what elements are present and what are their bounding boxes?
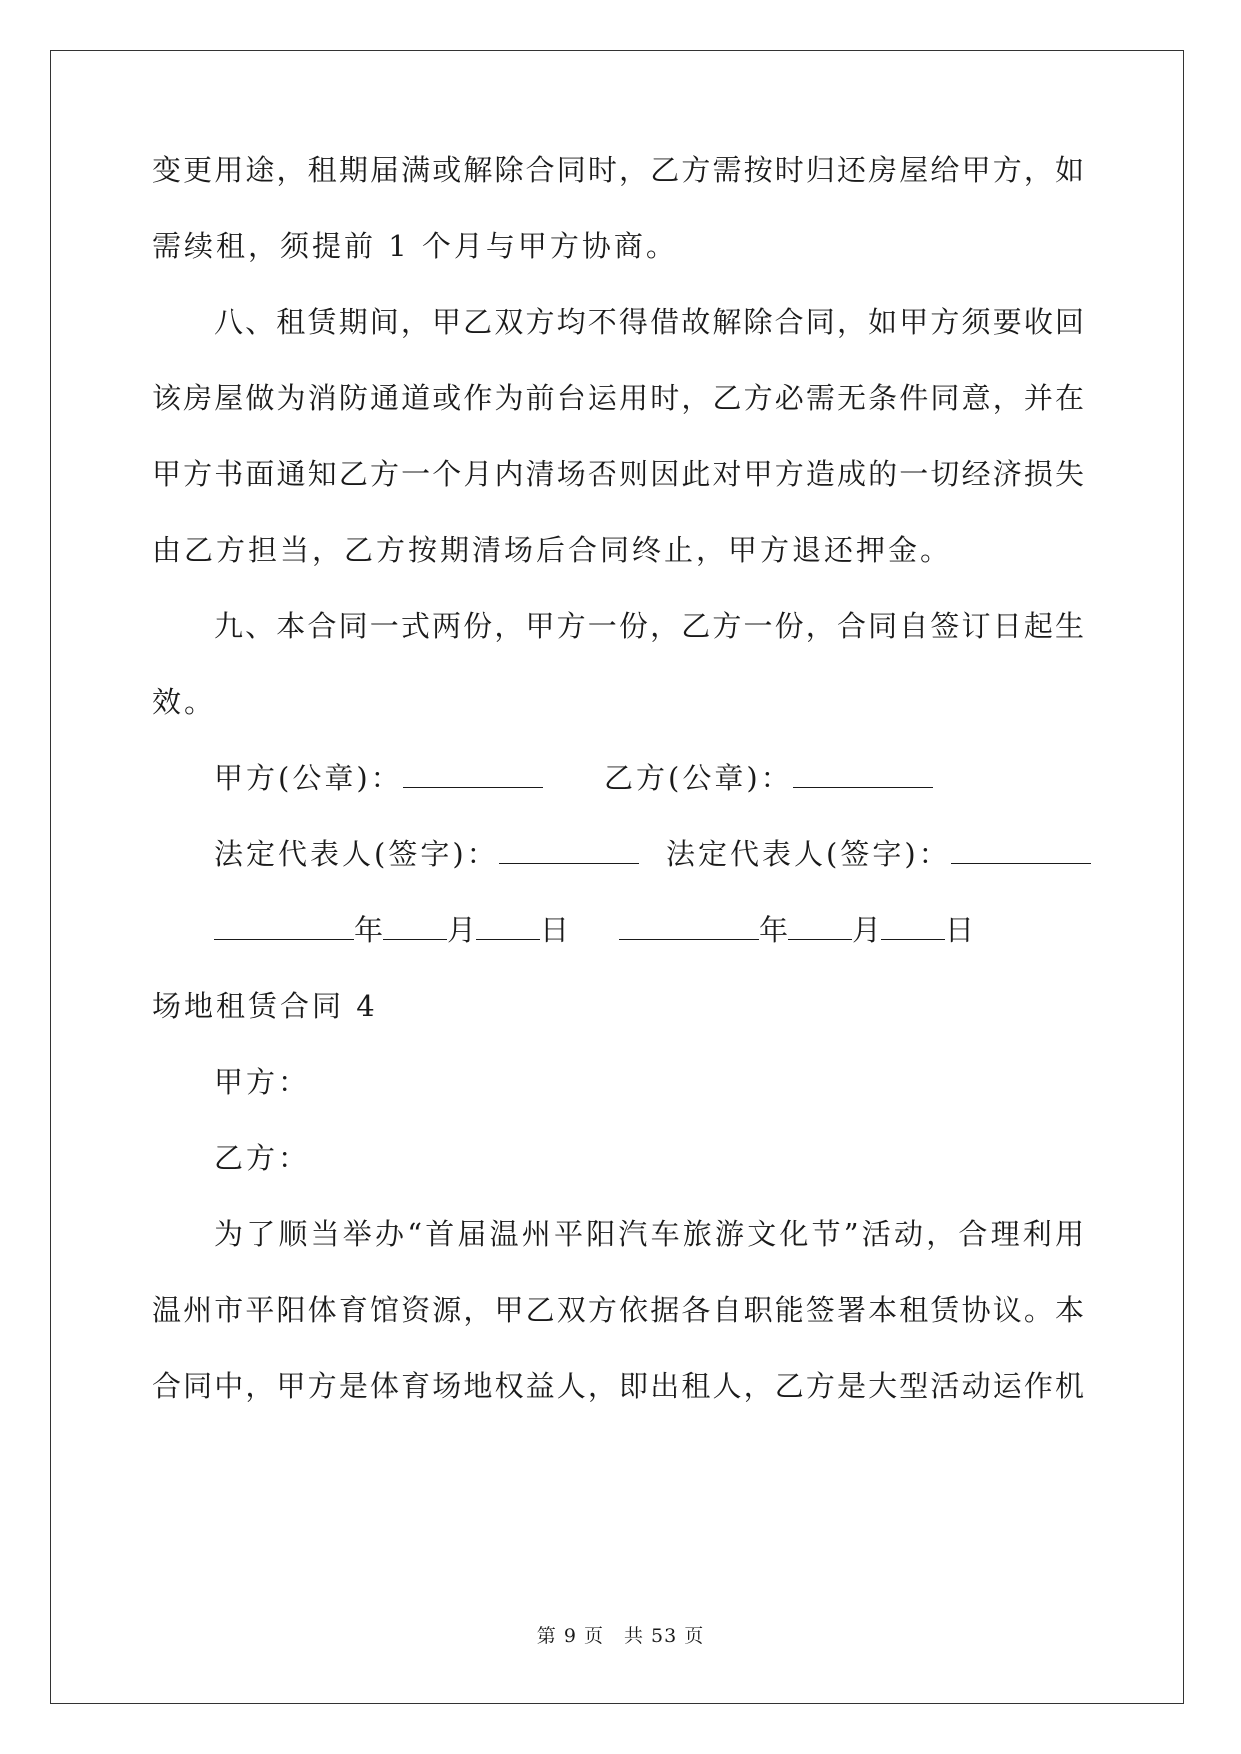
day-label: 日 [945, 913, 975, 947]
date-b-year-blank [619, 911, 759, 940]
signature-date-row [214, 910, 1084, 950]
year-label: 年 [759, 913, 789, 947]
party-a-seal-blank [403, 759, 543, 788]
paragraph-line: 甲方书面通知乙方一个月内清场否则因此对甲方造成的一切经济损失 [152, 457, 1084, 491]
page-number: 第 9 页 共 53 页 [536, 1625, 705, 1647]
section-title: 场地租赁合同 4 [152, 989, 378, 1023]
paragraph-line: 温州市平阳体育馆资源，甲乙双方依据各自职能签署本租赁协议。本 [152, 1293, 1084, 1327]
rep-a-label: 法定代表人(签字)： [214, 837, 499, 871]
paragraph-line: 变更用途，租期届满或解除合同时，乙方需按时归还房屋给甲方，如 [152, 153, 1084, 187]
day-label: 日 [540, 913, 570, 947]
paragraph-line: 合同中，甲方是体育场地权益人，即出租人，乙方是大型活动运作机 [152, 1369, 1084, 1403]
paragraph-line: 需续租，须提前 1 个月与甲方协商。 [152, 229, 678, 263]
year-label: 年 [354, 913, 384, 947]
date-b-month-blank [788, 911, 852, 940]
month-label: 月 [447, 913, 477, 947]
party-a-seal-label: 甲方(公章)： [214, 761, 403, 795]
party-a-label: 甲方： [214, 1065, 311, 1099]
paragraph-line: 八、租赁期间，甲乙双方均不得借故解除合同，如甲方须要收回 [214, 305, 1084, 339]
paragraph-line: 为了顺当举办“首届温州平阳汽车旅游文化节”活动，合理利用 [214, 1217, 1084, 1251]
signature-rep-row [214, 834, 1084, 874]
month-label: 月 [852, 913, 882, 947]
date-a-year-blank [214, 911, 354, 940]
party-b-label: 乙方： [214, 1141, 311, 1175]
page-border [50, 50, 1184, 1704]
signature-seal-row [214, 758, 1084, 798]
paragraph-line: 九、本合同一式两份，甲方一份，乙方一份，合同自签订日起生 [214, 609, 1084, 643]
date-a-day-blank [476, 911, 540, 940]
party-b-seal-label: 乙方(公章)： [604, 761, 793, 795]
date-a-month-blank [383, 911, 447, 940]
paragraph-line: 由乙方担当，乙方按期清场后合同终止，甲方退还押金。 [152, 533, 953, 567]
party-b-seal-blank [793, 759, 933, 788]
paragraph-line: 该房屋做为消防通道或作为前台运用时，乙方必需无条件同意，并在 [152, 381, 1084, 415]
rep-b-label: 法定代表人(签字)： [666, 837, 951, 871]
rep-a-blank [499, 835, 639, 864]
paragraph-line: 效。 [152, 685, 217, 719]
rep-b-blank [951, 835, 1091, 864]
date-b-day-blank [881, 911, 945, 940]
